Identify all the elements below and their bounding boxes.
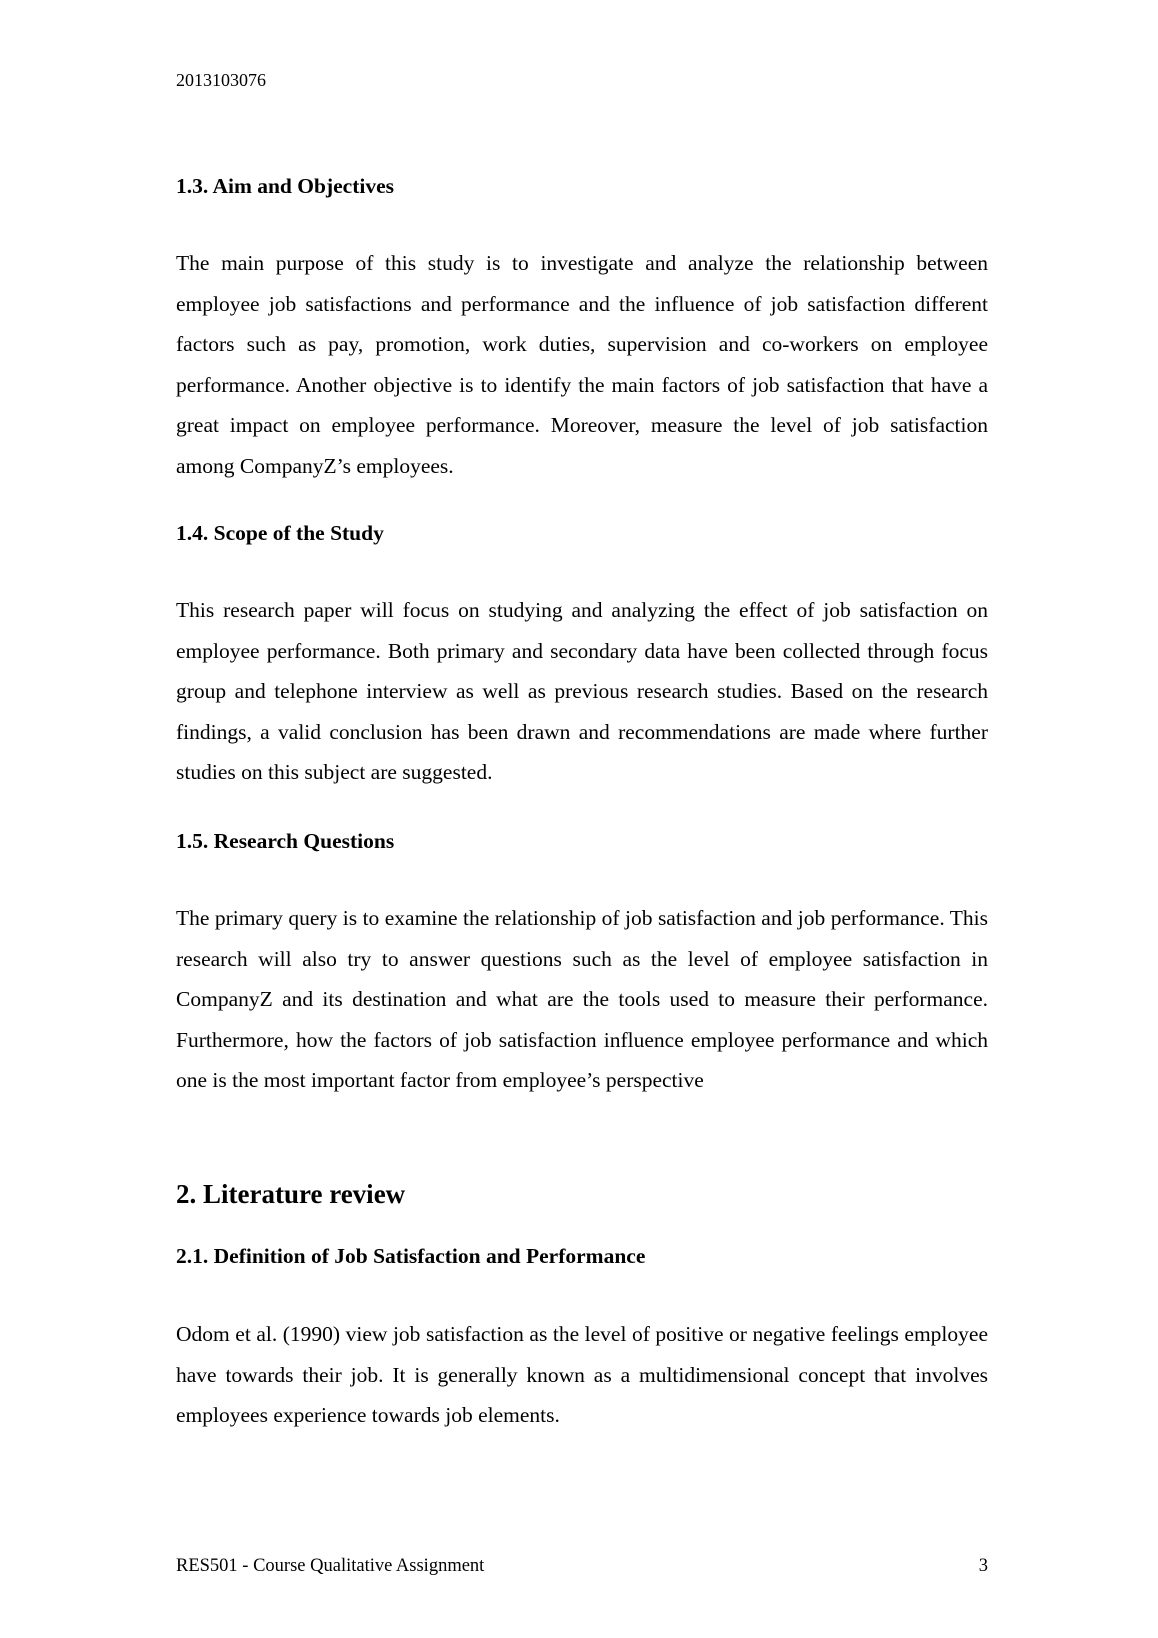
footer-course-title: RES501 - Course Qualitative Assignment [176, 1556, 485, 1576]
section-heading-scope: 1.4. Scope of the Study [176, 521, 384, 545]
section-heading-questions: 1.5. Research Questions [176, 829, 395, 853]
chapter-heading-literature: 2. Literature review [176, 1179, 406, 1209]
section-heading-aim: 1.3. Aim and Objectives [176, 174, 394, 198]
section-body-aim: The main purpose of this study is to investigate and analyze the relationship between employee job satisfactions and performance and the influence of job satisfaction different factors such as pay, promotion, work duties, supervision and co-workers on employee performance. Another objective is to identify the main factors of job satisfaction that have a great impact on employee performance. Moreover, measure the level of job satisfaction among CompanyZ’s employees. [176, 251, 988, 478]
section-heading-definition: 2.1. Definition of Job Satisfaction and Performance [176, 1244, 646, 1268]
section-body-questions: The primary query is to examine the relationship of job satisfaction and job performance. This research will also try to answer questions such as the level of employee satisfaction in CompanyZ and its destination and what are the tools used to measure their performance. Furthermore, how the factors of job satisfaction influence employee performance and which one is the most important factor from employee’s perspective [176, 906, 988, 1092]
footer-page-number: 3 [978, 1556, 988, 1576]
section-body-definition: Odom et al. (1990) view job satisfaction as the level of positive or negative feelings employee have towards their job. It is generally known as a multidimensional concept that involves employees experience towards job elements. [176, 1322, 988, 1427]
section-body-scope: This research paper will focus on studying and analyzing the effect of job satisfaction on employee performance. Both primary and secondary data have been collected through focus group and telephone interview as well as previous research studies. Based on the research findings, a valid conclusion has been drawn and recommendations are made where further studies on this subject are suggested. [176, 598, 988, 784]
header-student-id: 2013103076 [176, 70, 266, 90]
